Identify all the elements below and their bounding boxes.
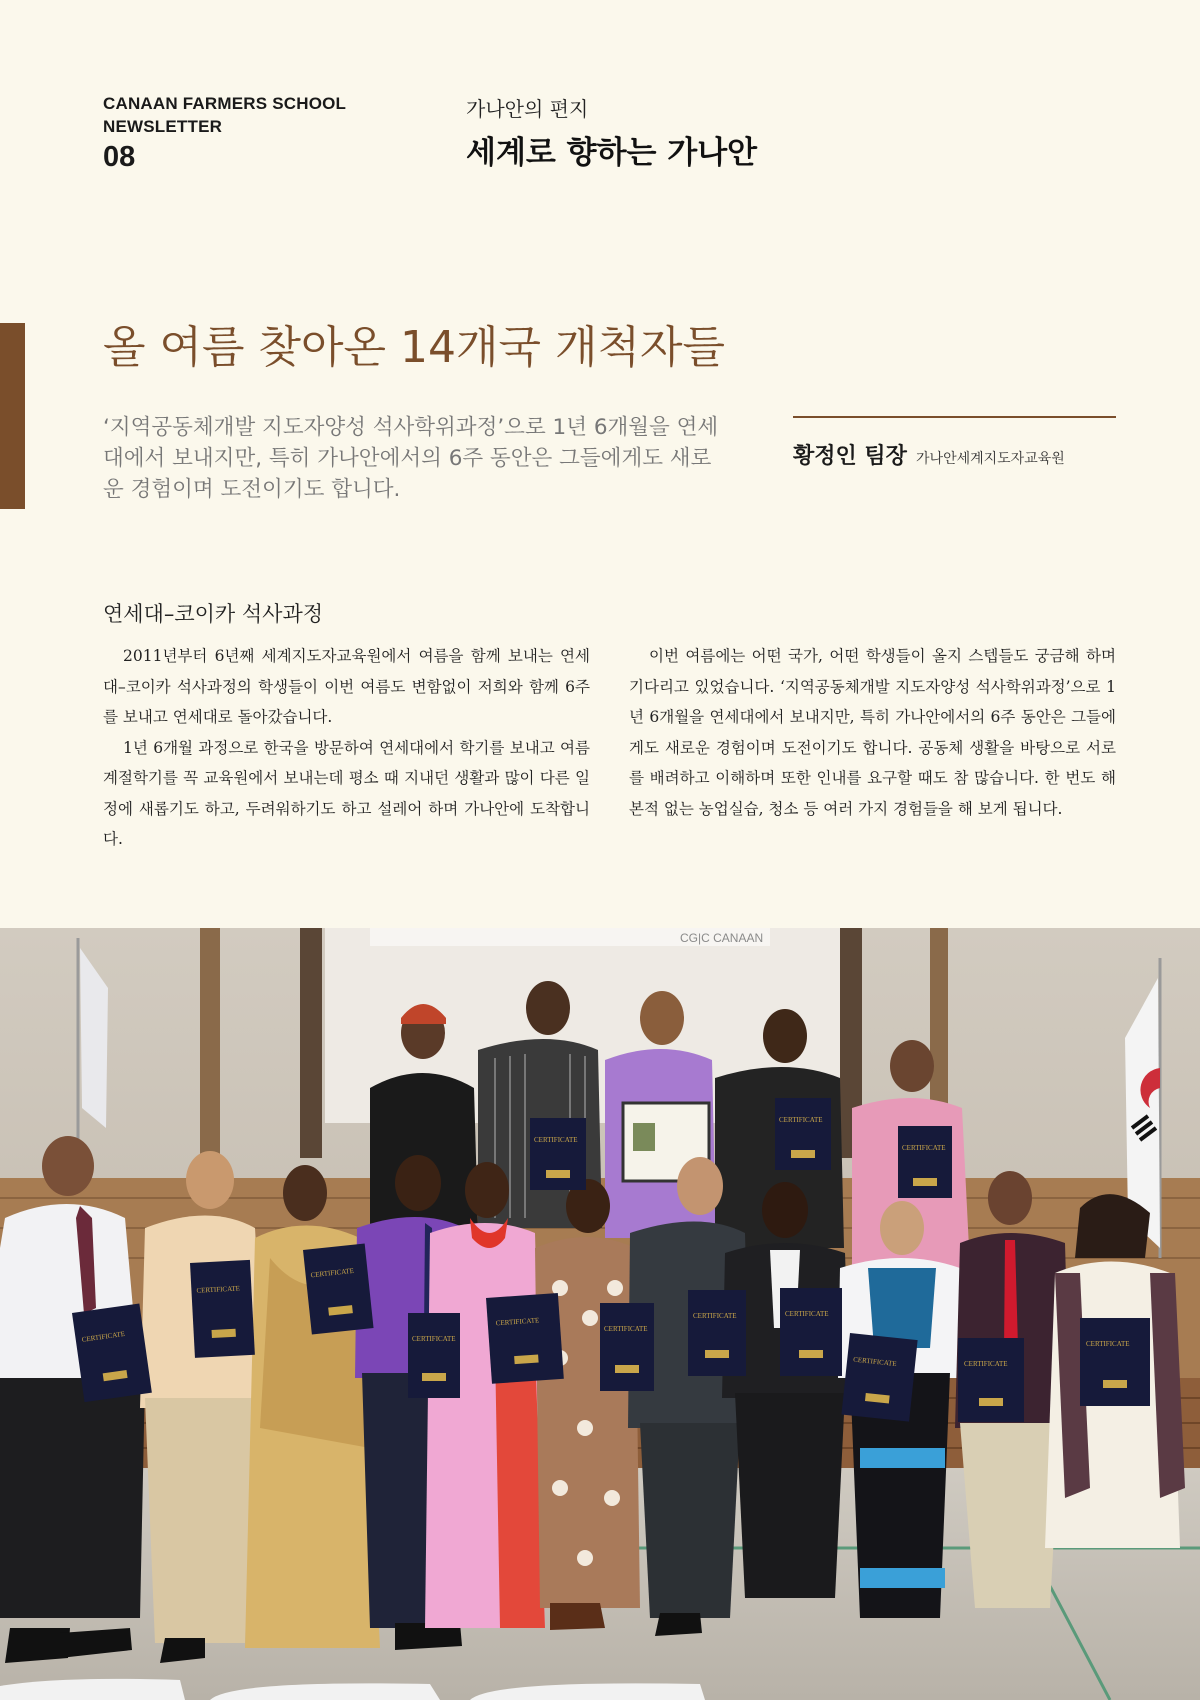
certificate-label: CERTIFICATE [412,1335,456,1343]
body-paragraph: 이번 여름에는 어떤 국가, 어떤 학생들이 올지 스텝들도 궁금해 하며 기다리고 있었습니다. ‘지역공동체개발 지도자양성 석사학위과정’으로 1년 6개월을 연세대에서 보내지만, 특히 가나안에서의 6주 동안은 그들에게도 새로운 경험이며 도전이기도 합니다. 공동체 생활을 바탕으로 서로를 배려하고 이해하며 또한 인내를 요구할 때도 참 많습니다. 한 번도 해 본적 없는 농업실습, 청소 등 여러 가지 경험들을 해 보게 됩니다. [629,647,1116,818]
certificate-label: CERTIFICATE [310,1266,355,1280]
byline-rule [793,416,1116,418]
certificate-label: CERTIFICATE [779,1116,823,1124]
body-column-right [629,641,1116,824]
masthead-line-2: NEWSLETTER [103,117,223,136]
certificate-label: CERTIFICATE [81,1329,126,1344]
author-org: 가나안세계지도자교육원 [916,451,1065,467]
newsletter-masthead [103,92,363,175]
body-paragraph: 1년 6개월 과정으로 한국을 방문하여 연세대에서 학기를 보내고 여름계절학기를 꼭 교육원에서 보내는데 평소 때 지내던 생활과 많이 다른 일정에 새롭기도 하고, 두려워하기도 하고 설레어 하며 가나안에 도착합니다. [103,738,590,848]
certificate-label: CERTIFICATE [902,1144,946,1152]
certificate-label: CERTIFICATE [534,1136,578,1144]
certificate-label: CERTIFICATE [196,1284,241,1295]
certificate-label: CERTIFICATE [852,1355,897,1369]
body-paragraph: 2011년부터 6년째 세계지도자교육원에서 여름을 함께 보내는 연세대–코이카 석사과정의 학생들이 이번 여름도 변함없이 저희와 함께 6주를 보내고 연세대로 돌아갔습니다. [103,647,590,726]
certificate-label: CERTIFICATE [604,1325,648,1333]
masthead-line-1: CANAAN FARMERS SCHOOL [103,94,347,113]
author-name: 황정인 팀장 [793,443,907,469]
certificate-label: CERTIFICATE [1086,1340,1130,1348]
body-column-left [103,641,590,855]
section-title: 세계로 향하는 가나안 [466,135,758,171]
article-headline: 올 여름 찾아온 14개국 개척자들 [103,322,725,373]
article-subhead: 연세대–코이카 석사과정 [103,602,324,626]
certificate-label: CERTIFICATE [964,1360,1008,1368]
screen-logo-text: CG|C CANAAN [680,931,764,945]
group-photo [0,928,1200,1700]
page-number: 08 [103,141,136,173]
certificate-label: CERTIFICATE [785,1310,829,1318]
byline [793,439,1153,470]
section-header [466,96,1066,174]
article-lead: ‘지역공동체개발 지도자양성 석사학위과정’으로 1년 6개월을 연세대에서 보내지만, 특히 가나안에서의 6주 동안은 그들에게도 새로운 경험이며 도전이기도 합니다. [103,415,719,502]
certificate-label: CERTIFICATE [693,1312,737,1320]
accent-bar [0,323,25,509]
certificate-label: CERTIFICATE [495,1316,540,1328]
section-kicker: 가나안의 편지 [466,97,589,121]
